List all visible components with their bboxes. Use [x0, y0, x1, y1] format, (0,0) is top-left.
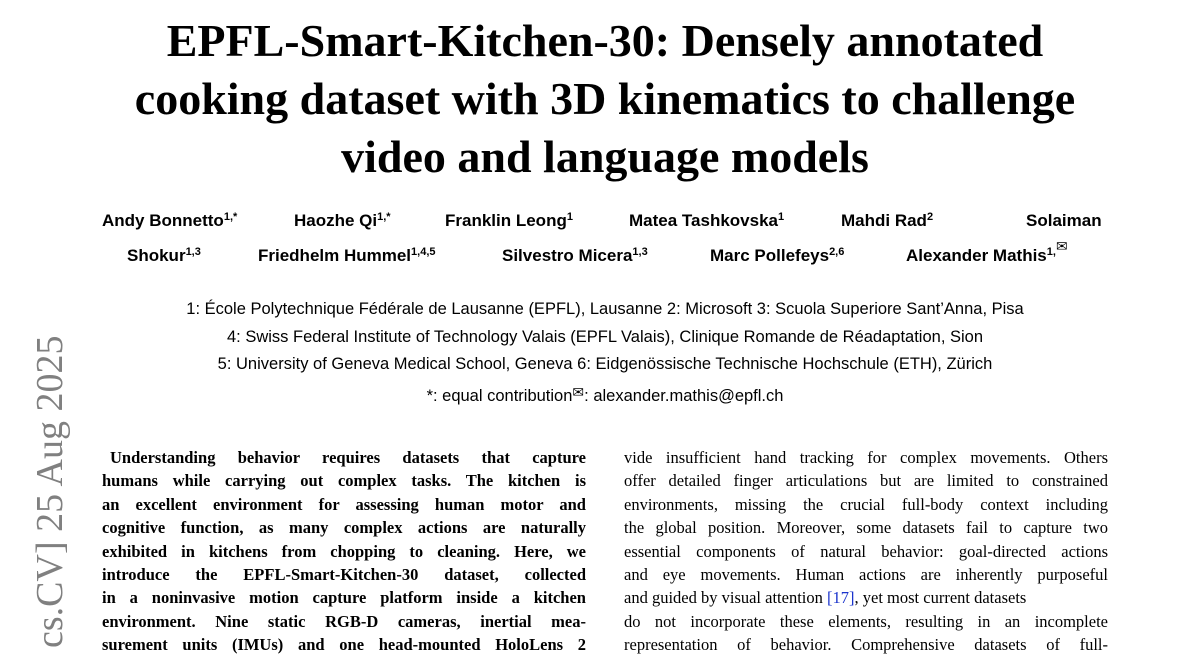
body-line: offer detailed finger articulations but are limited to constrained	[624, 471, 1108, 491]
abstract-line: environment. Nine static RGB-D cameras, inertial mea-	[102, 611, 586, 631]
author: Mahdi Rad$^2$	[841, 211, 934, 230]
author: Franklin Leong$^1$	[445, 211, 573, 230]
abstract-line: introduce the EPFL-Smart-Kitchen-30 dataset, collected	[102, 565, 586, 585]
body-line-with-citation: and guided by visual attention [17], yet most current datasets	[624, 588, 1027, 608]
title-line: cooking dataset with 3D kinematics to challenge	[134, 73, 1076, 124]
abstract-column	[102, 446, 586, 657]
author: Marc Pollefeys$^{2,6}$	[710, 246, 845, 265]
author: Silvestro Micera$^{1,3}$	[502, 246, 648, 265]
body-line: the global position. Moreover, some datasets fail to capture two	[624, 518, 1108, 538]
citation-link[interactable]: [17]	[827, 588, 855, 608]
abstract-line: humans while carrying out complex tasks. The kitchen is	[102, 471, 586, 491]
body-line: and eye movements. Human actions are inherently purposeful	[624, 565, 1108, 585]
envelope-icon: ✉	[572, 383, 585, 400]
body-line: vide insufficient hand tracking for complex movements. Others	[624, 448, 1108, 467]
body-line: representation of behavior. Comprehensive datasets of full-	[624, 635, 1108, 655]
affiliation-line: 1: École Polytechnique Fédérale de Lausanne (EPFL), Lausanne 2: Microsoft 3: Scuola Superiore Sant’Anna, Pisa	[186, 300, 1024, 318]
affiliation-line: 5: University of Geneva Medical School, Geneva 6: Eidgenössische Technische Hochschule (ETH), Zürich	[217, 355, 993, 373]
abstract-line: an excellent environment for assessing human motor and	[102, 494, 586, 514]
abstract-line: surement units (IMUs) and one head-mounted HoloLens 2	[102, 635, 586, 655]
author-row-1	[100, 208, 1110, 243]
title-line: EPFL-Smart-Kitchen-30: Densely annotated	[166, 15, 1044, 66]
body-column	[624, 446, 1108, 657]
author-row-2	[100, 238, 1110, 278]
abstract-line: cognitive function, as many complex actions are naturally	[102, 518, 586, 538]
contribution-note: *: equal contribution✉: alexander.mathis@epfl.ch	[100, 379, 1110, 411]
author: Alexander Mathis$^{1,✉}$	[906, 238, 1068, 265]
affiliations	[100, 296, 1110, 410]
abstract-line: exhibited in kitchens from chopping to cleaning. Here, we	[102, 541, 586, 561]
body-line: essential components of natural behavior: goal-directed actions	[624, 541, 1108, 561]
affiliation-line: 4: Swiss Federal Institute of Technology Valais (EPFL Valais), Clinique Romande de Réadaptation, Sion	[226, 327, 984, 346]
title-line: video and language models	[341, 131, 869, 182]
abstract-line: Understanding behavior requires datasets that capture	[110, 448, 586, 467]
author: Shokur$^{1,3}$	[127, 246, 201, 265]
arxiv-stamp: cs.CV] 25 Aug 2025	[29, 335, 71, 648]
paper-title	[60, 12, 1150, 186]
author: Matea Tashkovska$^1$	[629, 211, 785, 230]
author: Friedhelm Hummel$^{1,4,5}$	[258, 246, 436, 265]
body-line: environments, missing the crucial full-body context including	[624, 494, 1108, 514]
author: Solaiman	[1026, 211, 1102, 230]
author: Haozhe $Qi^{1,*}$	[294, 211, 391, 230]
author-list	[100, 208, 1110, 278]
author: Andy Bonnetto$^{1,*}$	[102, 211, 238, 230]
abstract-line: in a noninvasive motion capture platform inside a kitchen	[102, 588, 586, 608]
body-line: do not incorporate these elements, resulting in an incomplete	[624, 611, 1108, 631]
